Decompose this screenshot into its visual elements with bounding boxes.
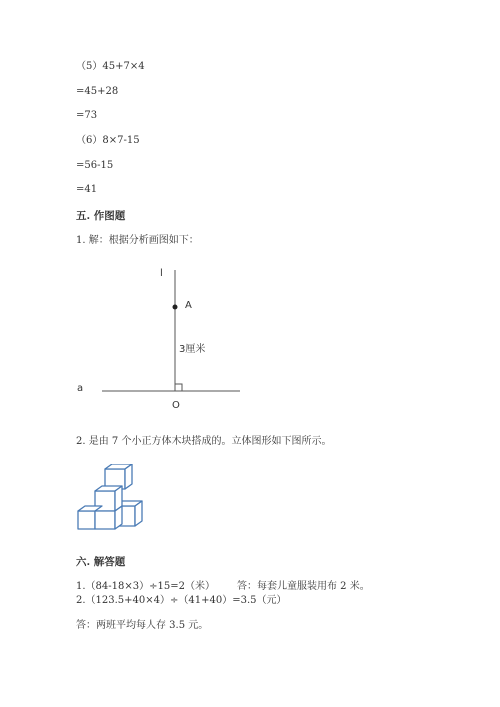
section-5-question-2: 2. 是由 7 个小正方体木块搭成的。立体图形如下图所示。	[76, 436, 332, 447]
label-o: O	[172, 400, 180, 411]
section-6-question-1	[76, 581, 370, 593]
section-6-title: 六. 解答题	[76, 556, 126, 568]
point-a	[173, 305, 178, 310]
step-5-expression: （5）45+7×4	[76, 61, 145, 72]
cube-stack-figure	[74, 464, 164, 534]
label-l: l	[160, 268, 163, 279]
label-line-a: a	[77, 383, 84, 394]
label-point-a: A	[185, 300, 192, 311]
step-6-expression: （6）8×7-15	[76, 135, 140, 146]
label-distance: 3厘米	[179, 344, 206, 355]
right-angle-mark	[175, 384, 182, 391]
section-6-answer-2: 答：两班平均每人存 3.5 元。	[76, 620, 209, 631]
q1-calculation: 1.（84-18×3）÷15=2（米）	[76, 581, 215, 592]
step-5-result: =73	[76, 110, 98, 121]
section-5-question-1: 1. 解：根据分析画图如下：	[76, 235, 199, 246]
step-6-line-1: =56-15	[76, 160, 114, 171]
perpendicular-figure	[0, 260, 500, 420]
q1-answer: 答：每套儿童服装用布 2 米。	[236, 581, 370, 592]
step-5-line-1: =45+28	[76, 86, 119, 97]
step-6-result: =41	[76, 184, 98, 195]
section-5-title: 五. 作图题	[76, 210, 126, 222]
section-6-question-2: 2.（123.5+40×4）÷（41+40）=3.5（元）	[76, 595, 287, 606]
cube-back-column	[105, 464, 132, 489]
